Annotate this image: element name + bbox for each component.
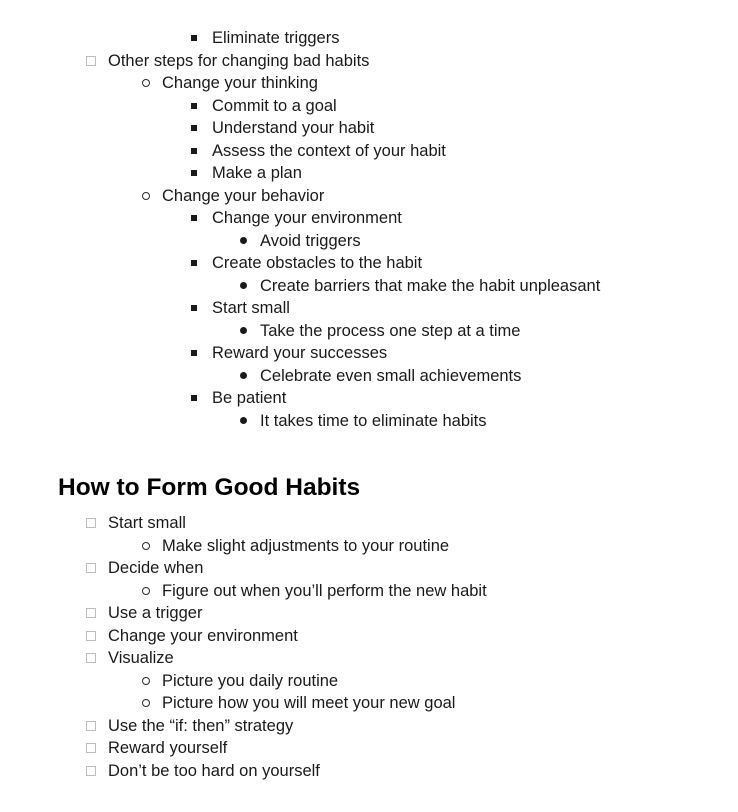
list-item [0,410,738,433]
list-item [0,27,738,50]
hollow-square-bullet-icon [86,766,96,776]
list-item-text: Change your behavior [162,186,325,205]
list-item-text: Picture how you will meet your new goal [162,694,456,712]
list-item-text: Decide when [108,559,204,577]
hollow-square-bullet-icon [86,563,96,573]
list-item-text: Change your environment [212,209,402,227]
circle-bullet-icon [142,677,150,685]
dot-bullet-icon [240,282,247,289]
list-item [0,297,738,320]
hollow-square-bullet-icon [86,56,96,66]
circle-bullet-icon [142,192,150,200]
list-item-text: Reward your successes [212,344,388,362]
list-item-text: Other steps for changing bad habits [108,51,370,70]
hollow-square-bullet-icon [86,608,96,618]
list-item [0,342,738,365]
list-item-text: Visualize [108,649,174,667]
list-item [0,72,738,95]
list-item [0,760,738,783]
list-item [0,737,738,760]
list-item-text: Change your thinking [162,74,318,92]
list-item [0,365,738,388]
list-item-text: Eliminate triggers [212,29,340,47]
list-item-text: Understand your habit [212,119,375,137]
list-item [0,230,738,253]
dot-bullet-icon [240,417,247,424]
list-item [0,275,738,298]
list-item-text: It takes time to eliminate habits [260,411,487,430]
hollow-square-bullet-icon [86,721,96,731]
list-item [0,512,738,535]
list-item [0,117,738,140]
list-item-text: Start small [212,299,290,317]
list-item-text: Don’t be too hard on yourself [108,761,320,780]
list-item-text: Change your environment [108,626,298,645]
dot-bullet-icon [240,237,247,244]
list-item-text: Be patient [212,389,287,407]
filled-square-bullet-icon [191,260,197,266]
list-item [0,50,738,73]
filled-square-bullet-icon [191,125,197,131]
list-item [0,602,738,625]
list-item [0,207,738,230]
list-item [0,625,738,648]
list-item-text: Figure out when you’ll perform the new habit [162,581,487,600]
circle-bullet-icon [142,542,150,550]
filled-square-bullet-icon [191,395,197,401]
list-item-text: Avoid triggers [260,231,361,250]
list-item [0,95,738,118]
list-item-text: Take the process one step at a time [260,321,521,340]
hollow-square-bullet-icon [86,653,96,663]
list-item [0,185,738,208]
list-item [0,320,738,343]
hollow-square-bullet-icon [86,743,96,753]
bullet-list [0,512,738,782]
hollow-square-bullet-icon [86,631,96,641]
section-form-good-habits [0,472,738,782]
list-item-text: Celebrate even small achievements [260,366,522,385]
list-item-text: Create obstacles to the habit [212,254,423,272]
list-item-text: Use a trigger [108,604,203,622]
filled-square-bullet-icon [191,305,197,311]
filled-square-bullet-icon [191,350,197,356]
list-item [0,715,738,738]
list-item [0,580,738,603]
circle-bullet-icon [142,699,150,707]
list-item [0,162,738,185]
list-item-text: Commit to a goal [212,96,337,115]
list-item-text: Picture you daily routine [162,671,339,690]
list-item-text: Reward yourself [108,739,228,757]
list-item-text: Create barriers that make the habit unpleasant [260,276,601,295]
list-item-text: Make slight adjustments to your routine [162,536,450,555]
list-item [0,252,738,275]
list-item-text: Assess the context of your habit [212,141,446,160]
list-item [0,535,738,558]
list-item [0,557,738,580]
filled-square-bullet-icon [191,148,197,154]
list-item-text: Make a plan [212,164,302,182]
section-heading: How to Form Good Habits [58,474,361,501]
list-item [0,140,738,163]
filled-square-bullet-icon [191,103,197,109]
list-item [0,387,738,410]
dot-bullet-icon [240,372,247,379]
dot-bullet-icon [240,327,247,334]
filled-square-bullet-icon [191,35,197,41]
list-item [0,692,738,715]
circle-bullet-icon [142,587,150,595]
list-item [0,647,738,670]
filled-square-bullet-icon [191,215,197,221]
bullet-list [0,27,738,432]
list-item-text: Start small [108,514,186,532]
section-changing-bad-habits [0,27,738,432]
filled-square-bullet-icon [191,170,197,176]
list-item-text: Use the “if: then” strategy [108,716,294,735]
hollow-square-bullet-icon [86,518,96,528]
circle-bullet-icon [142,79,150,87]
list-item [0,670,738,693]
